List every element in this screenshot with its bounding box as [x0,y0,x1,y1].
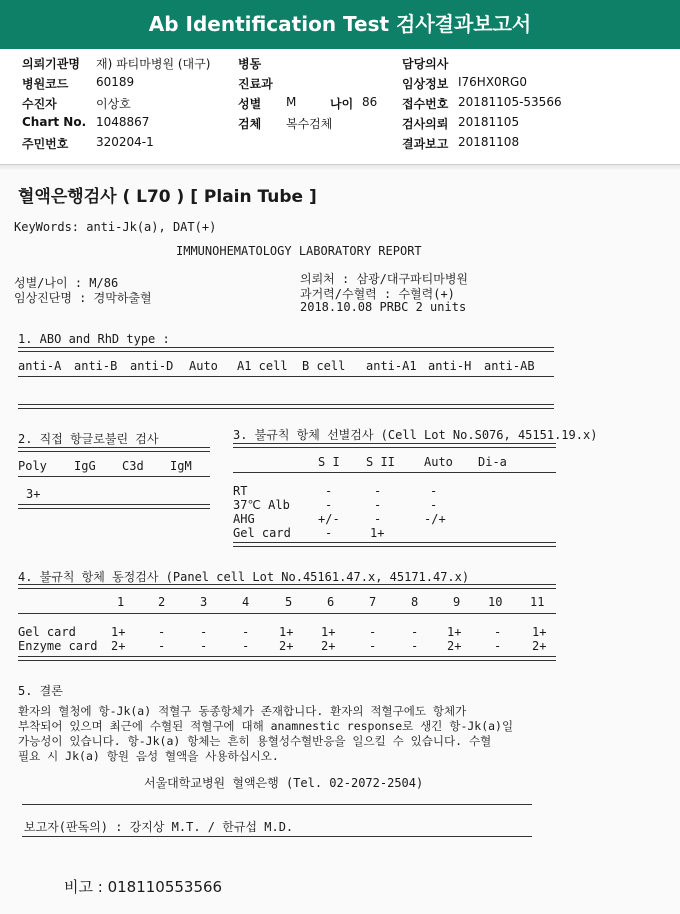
s3-row2-si: - [325,498,333,512]
s2-header-igg: IgG [74,459,96,473]
s4-row1-c7: - [369,625,377,639]
s2-value-poly: 3+ [26,487,41,501]
s4-row1-c10: - [494,625,502,639]
specimen-value: 복수검체 [286,117,333,131]
s3-row1-label: RT [233,484,248,498]
sex-label: 성별 [238,97,262,111]
receipt-label: 접수번호 [402,97,449,111]
s4-row2-label: Enzyme card [18,639,98,653]
scanned-report [0,170,680,914]
rrn-value: 320204-1 [96,135,154,149]
s2-header-igm: IgM [170,459,192,473]
s4-row2-c6: 2+ [321,639,336,653]
s4-row2-c3: - [200,639,208,653]
s4-row2-c9: 2+ [447,639,462,653]
s4-row2-c11: 2+ [532,639,547,653]
history-line: 과거력/수혈력 : 수혈력(+) [300,287,455,301]
s3-header-dia: Di-a [478,455,507,469]
section3-rule-mid [233,472,556,473]
s4-row2-c2: - [158,639,166,653]
report-header [0,0,680,49]
s1-header-5: A1 cell [237,359,288,373]
transfusion-line: 2018.10.08 PRBC 2 units [300,300,467,314]
s2-header-poly: Poly [18,459,47,473]
age-value: 86 [362,95,378,109]
clinical-value: I76HX0RG0 [458,75,527,89]
name-value: 이상호 [96,97,131,111]
s4-row1-c4: - [242,625,250,639]
section3-rule-bottom [233,542,556,547]
s4-row1-c11: 1+ [532,625,547,639]
clinical-label: 임상정보 [402,77,449,91]
s4-row2-c4: - [242,639,250,653]
s4-header-3: 3 [200,595,208,609]
hospital-label: 의뢰기관명 [22,57,80,71]
s4-row1-c8: - [411,625,419,639]
name-label: 수진자 [22,97,57,111]
s4-header-1: 1 [117,595,125,609]
section2-rule-bottom [18,504,210,509]
s4-row2-c7: - [369,639,377,653]
s4-header-2: 2 [158,595,166,609]
specimen-label: 검체 [238,117,262,131]
rrn-label: 주민번호 [22,137,69,151]
s4-header-9: 9 [453,595,461,609]
conclusion-line-4: 필요 시 Jk(a) 항원 음성 혈액을 사용하십시오. [18,749,279,763]
code-label: 병원코드 [22,77,69,91]
s4-row1-c1: 1+ [111,625,126,639]
section2-rule-mid [18,476,210,477]
s3-row4-label: Gel card [233,526,291,540]
section4-rule-top [18,584,556,589]
section3-rule-top [233,443,556,448]
s1-header-8: anti-H [428,359,472,373]
section4-rule-mid [18,613,556,614]
s4-row1-c6: 1+ [321,625,336,639]
diagnosis-line: 임상진단명 : 경막하출혈 [14,291,152,305]
s3-row4-sii: 1+ [370,526,385,540]
chart-label: Chart No. [22,115,87,129]
section3-title: 3. 불규칙 항체 선별검사 (Cell Lot No.S076, 45151.19.x) [233,428,598,442]
s2-header-c3d: C3d [122,459,144,473]
s4-row1-c9: 1+ [447,625,462,639]
section1-title: 1. ABO and RhD type : [18,332,170,346]
report-date-label: 결과보고 [402,137,449,151]
s3-row3-si: +/- [318,512,340,526]
s1-header-9: anti-AB [484,359,535,373]
s1-header-3: anti-D [130,359,174,373]
report-title: 혈액은행검사 ( L70 ) [ Plain Tube ] [18,187,317,207]
sex-value: M [286,95,297,109]
reporter-line: 보고자(판독의) : 강지상 M.T. / 한규섭 M.D. [24,820,294,834]
s4-header-8: 8 [411,595,419,609]
s3-header-si: S I [318,455,340,469]
sex-age-line: 성별/나이 : M/86 [14,276,119,290]
conclusion-line-1: 환자의 혈청에 항-Jk(a) 적혈구 동종항체가 존재합니다. 환자의 적혈구에도 항체가 [18,704,467,718]
s4-header-4: 4 [242,595,250,609]
conclusion-line-3: 가능성이 있습니다. 항-Jk(a) 항체는 흔히 용혈성수혈반응을 일으킬 수 있습니다. 수혈 [18,734,492,748]
s1-header-6: B cell [302,359,346,373]
section1-rule-bottom [18,404,554,409]
age-label: 나이 [330,97,354,111]
s4-header-10: 10 [488,595,503,609]
s3-header-auto: Auto [424,455,453,469]
s3-row1-sii: - [374,484,382,498]
doctor-label: 담당의사 [402,57,449,71]
s3-row3-sii: - [374,512,382,526]
reporter-rule-bottom [22,836,532,837]
remark-line: 비고 : 018110553566 [64,878,223,896]
hospital-value: 재) 파티마병원 (대구) [96,57,211,71]
requester-line: 의뢰처 : 삼광/대구파티마병원 [300,272,469,286]
s4-row2-c10: - [494,639,502,653]
s3-header-sii: S II [366,455,395,469]
lab-title: IMMUNOHEMATOLOGY LABORATORY REPORT [176,244,422,258]
reporter-rule-top [22,804,532,805]
code-value: 60189 [96,75,135,89]
section2-rule-top [18,447,210,452]
s3-row1-auto: - [430,484,438,498]
chart-value: 1048867 [96,115,150,129]
s1-header-2: anti-B [74,359,118,373]
section4-rule-bottom [18,656,556,661]
s1-header-4: Auto [189,359,218,373]
s3-row4-si: - [325,526,333,540]
s4-row1-c3: - [200,625,208,639]
receipt-value: 20181105-53566 [458,95,562,109]
dept-label: 진료과 [238,77,273,91]
s4-row2-c5: 2+ [279,639,294,653]
section5-title: 5. 결론 [18,684,63,698]
keywords: KeyWords: anti-Jk(a), DAT(+) [14,220,217,234]
report-header-title: Ab Identification Test 검사결과보고서 [148,12,532,36]
s3-row3-label: AHG [233,512,255,526]
s3-row2-sii: - [374,498,382,512]
request-value: 20181105 [458,115,520,129]
request-label: 검사의뢰 [402,117,449,131]
s4-header-11: 11 [530,595,545,609]
s3-row1-si: - [325,484,333,498]
s1-header-7: anti-A1 [366,359,417,373]
s3-row3-auto: -/+ [424,512,446,526]
s4-header-5: 5 [285,595,293,609]
ward-label: 병동 [238,57,262,71]
s4-row1-c5: 1+ [279,625,294,639]
section2-title: 2. 직접 항글로불린 검사 [18,432,159,446]
section1-rule-top [18,347,554,352]
contact-line: 서울대학교병원 혈액은행 (Tel. 02-2072-2504) [144,776,424,790]
s3-row2-label: 37℃ Alb [233,498,290,512]
s4-row1-label: Gel card [18,625,76,639]
s4-row2-c8: - [411,639,419,653]
s4-row2-c1: 2+ [111,639,126,653]
s3-row2-auto: - [430,498,438,512]
report-date-value: 20181108 [458,135,520,149]
conclusion-line-2: 부착되어 있으며 최근에 수혈된 적혈구에 대해 anamnestic response로 생긴 항-Jk(a)일 [18,719,514,733]
s4-header-7: 7 [369,595,377,609]
section1-rule-mid [18,376,554,377]
s4-row1-c2: - [158,625,166,639]
s1-header-1: anti-A [18,359,62,373]
s4-header-6: 6 [327,595,335,609]
section4-title: 4. 불규칙 항체 동정검사 (Panel cell Lot No.45161.47.x, 45171.47.x) [18,570,470,584]
